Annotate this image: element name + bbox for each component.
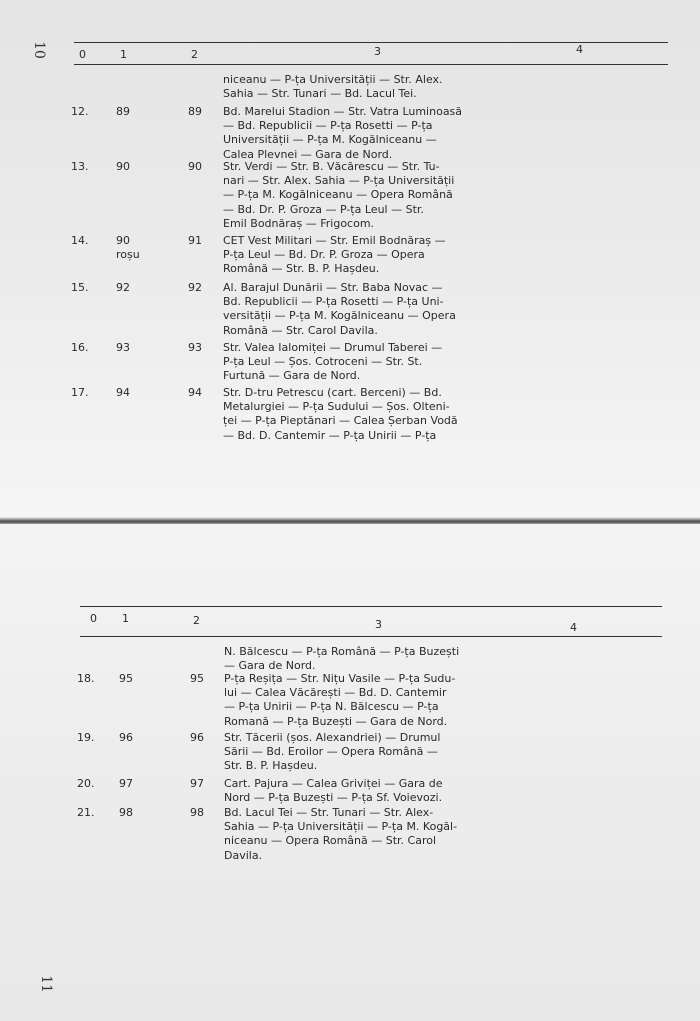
line-number: 93 bbox=[116, 341, 130, 354]
page-number: 11 bbox=[37, 975, 54, 993]
line-number: 89 bbox=[116, 105, 130, 118]
route-line: Bd. Marelui Stadion — Str. Vatra Luminoasă bbox=[223, 105, 463, 118]
route-code: 90 bbox=[188, 160, 202, 173]
route-line: — P-ța M. Kogălniceanu — Opera Română bbox=[223, 188, 453, 202]
col-header-4: 4 bbox=[570, 621, 577, 634]
col-header-1: 1 bbox=[122, 612, 129, 625]
route-line: Str. D-tru Petrescu (cart. Berceni) — Bd. bbox=[223, 386, 442, 399]
route-description bbox=[223, 234, 497, 277]
route-line: Bd. Lacul Tei — Str. Tunari — Str. Alex- bbox=[224, 806, 434, 819]
route-code: 95 bbox=[190, 672, 204, 685]
line-number: 94 bbox=[116, 386, 130, 399]
route-description bbox=[223, 105, 497, 162]
route-line: Universității — P-ța M. Kogălniceanu — bbox=[223, 133, 437, 147]
col-header-3: 3 bbox=[374, 45, 381, 58]
route-line: versității — P-ța M. Kogălniceanu — Opera bbox=[223, 309, 456, 323]
page-number: 10 bbox=[30, 41, 47, 59]
row-number: 21. bbox=[77, 806, 95, 819]
col-header-0: 0 bbox=[90, 612, 97, 625]
route-line: niceanu — P-ța Universității — Str. Alex. bbox=[223, 73, 443, 86]
row-number: 13. bbox=[71, 160, 89, 173]
route-line: CET Vest Militari — Str. Emil Bodnăraș — bbox=[223, 234, 446, 247]
route-line: Română — Str. B. P. Hașdeu. bbox=[223, 262, 380, 276]
route-line: Str. Tăcerii (șos. Alexandriei) — Drumul bbox=[224, 731, 441, 744]
route-line: Al. Barajul Dunării — Str. Baba Novac — bbox=[223, 281, 443, 294]
route-line: P-ța Leul — Șos. Cotroceni — Str. St. bbox=[223, 355, 423, 369]
line-number: 97 bbox=[119, 777, 133, 790]
route-line: — Bd. D. Cantemir — P-ța Unirii — P-ța bbox=[223, 428, 437, 442]
route-description bbox=[223, 281, 497, 338]
route-code: 91 bbox=[188, 234, 202, 247]
row-number: 14. bbox=[71, 234, 89, 247]
route-line: Romană — P-ța Buzești — Gara de Nord. bbox=[224, 714, 448, 728]
line-number: 96 bbox=[119, 731, 133, 744]
line-number: 98 bbox=[119, 806, 133, 819]
col-header-1: 1 bbox=[120, 48, 127, 61]
row-number: 16. bbox=[71, 341, 89, 354]
route-code: 89 bbox=[188, 105, 202, 118]
route-description bbox=[224, 731, 492, 774]
row-number: 15. bbox=[71, 281, 89, 294]
line-number: 92 bbox=[116, 281, 130, 294]
col-header-4: 4 bbox=[576, 43, 583, 56]
route-code: 93 bbox=[188, 341, 202, 354]
row-number: 18. bbox=[77, 672, 95, 685]
route-line: Calea Plevnei — Gara de Nord. bbox=[223, 147, 393, 161]
route-line: — Bd. Republicii — P-ța Rosetti — P-ța bbox=[223, 119, 433, 133]
row-number: 19. bbox=[77, 731, 95, 744]
route-description bbox=[223, 341, 497, 384]
route-description bbox=[223, 160, 497, 231]
page-bottom bbox=[0, 524, 700, 1021]
line-number: 90 roșu bbox=[116, 234, 140, 262]
route-line: — Gara de Nord. bbox=[224, 659, 316, 673]
route-description bbox=[224, 672, 492, 729]
route-line: Str. Valea Ialomiței — Drumul Taberei — bbox=[223, 341, 443, 354]
route-line: P-ța Leul — Bd. Dr. P. Groza — Opera bbox=[223, 248, 425, 262]
header-rule-top bbox=[80, 606, 662, 607]
route-code: 92 bbox=[188, 281, 202, 294]
route-line: Sahia — P-ța Universității — P-ța M. Kogăl- bbox=[224, 820, 458, 834]
col-header-3: 3 bbox=[375, 618, 382, 631]
route-line: Bd. Republicii — P-ța Rosetti — P-ța Uni- bbox=[223, 295, 444, 309]
line-number: 95 bbox=[119, 672, 133, 685]
route-code: 94 bbox=[188, 386, 202, 399]
route-line: Str. Verdi — Str. B. Văcărescu — Str. Tu- bbox=[223, 160, 440, 173]
route-line: Str. B. P. Hașdeu. bbox=[224, 759, 318, 773]
header-rule-bottom bbox=[74, 64, 668, 65]
route-code: 96 bbox=[190, 731, 204, 744]
route-line: Metalurgiei — P-ța Sudului — Șos. Olteni- bbox=[223, 400, 450, 414]
route-line: lui — Calea Văcărești — Bd. D. Cantemir bbox=[224, 686, 447, 700]
row-number: 17. bbox=[71, 386, 89, 399]
route-line: Nord — P-ța Buzești — P-ța Sf. Voievozi. bbox=[224, 791, 443, 805]
row-number: 12. bbox=[71, 105, 89, 118]
route-line: P-ța Reșița — Str. Nițu Vasile — P-ța Sudu- bbox=[224, 672, 456, 685]
route-line: Davila. bbox=[224, 848, 263, 862]
route-line: nari — Str. Alex. Sahia — P-ța Universității bbox=[223, 174, 455, 188]
route-line: Sării — Bd. Eroilor — Opera Română — bbox=[224, 745, 438, 759]
route-line: Furtună — Gara de Nord. bbox=[223, 369, 361, 383]
route-line: Sahia — Str. Tunari — Bd. Lacul Tei. bbox=[223, 87, 417, 101]
route-line: N. Bălcescu — P-ța Română — P-ța Buzești bbox=[224, 645, 460, 658]
route-line: — Bd. Dr. P. Groza — P-ța Leul — Str. bbox=[223, 202, 424, 216]
route-description bbox=[224, 806, 492, 863]
route-line: niceanu — Opera Română — Str. Carol bbox=[224, 834, 437, 848]
route-line: Cart. Pajura — Calea Griviței — Gara de bbox=[224, 777, 443, 790]
route-description bbox=[223, 386, 497, 443]
line-number: 90 bbox=[116, 160, 130, 173]
route-code: 97 bbox=[190, 777, 204, 790]
header-rule-bottom bbox=[80, 636, 662, 637]
col-header-2: 2 bbox=[193, 614, 200, 627]
route-line: ței — P-ța Pieptănari — Calea Șerban Vodă bbox=[223, 414, 458, 428]
route-description bbox=[224, 777, 492, 805]
route-code: 98 bbox=[190, 806, 204, 819]
row-number: 20. bbox=[77, 777, 95, 790]
col-header-2: 2 bbox=[191, 48, 198, 61]
col-header-0: 0 bbox=[79, 48, 86, 61]
route-line: Română — Str. Carol Davila. bbox=[223, 323, 378, 337]
route-line: — P-ța Unirii — P-ța N. Bălcescu — P-ța bbox=[224, 700, 439, 714]
route-line: Emil Bodnăraș — Frigocom. bbox=[223, 216, 375, 230]
